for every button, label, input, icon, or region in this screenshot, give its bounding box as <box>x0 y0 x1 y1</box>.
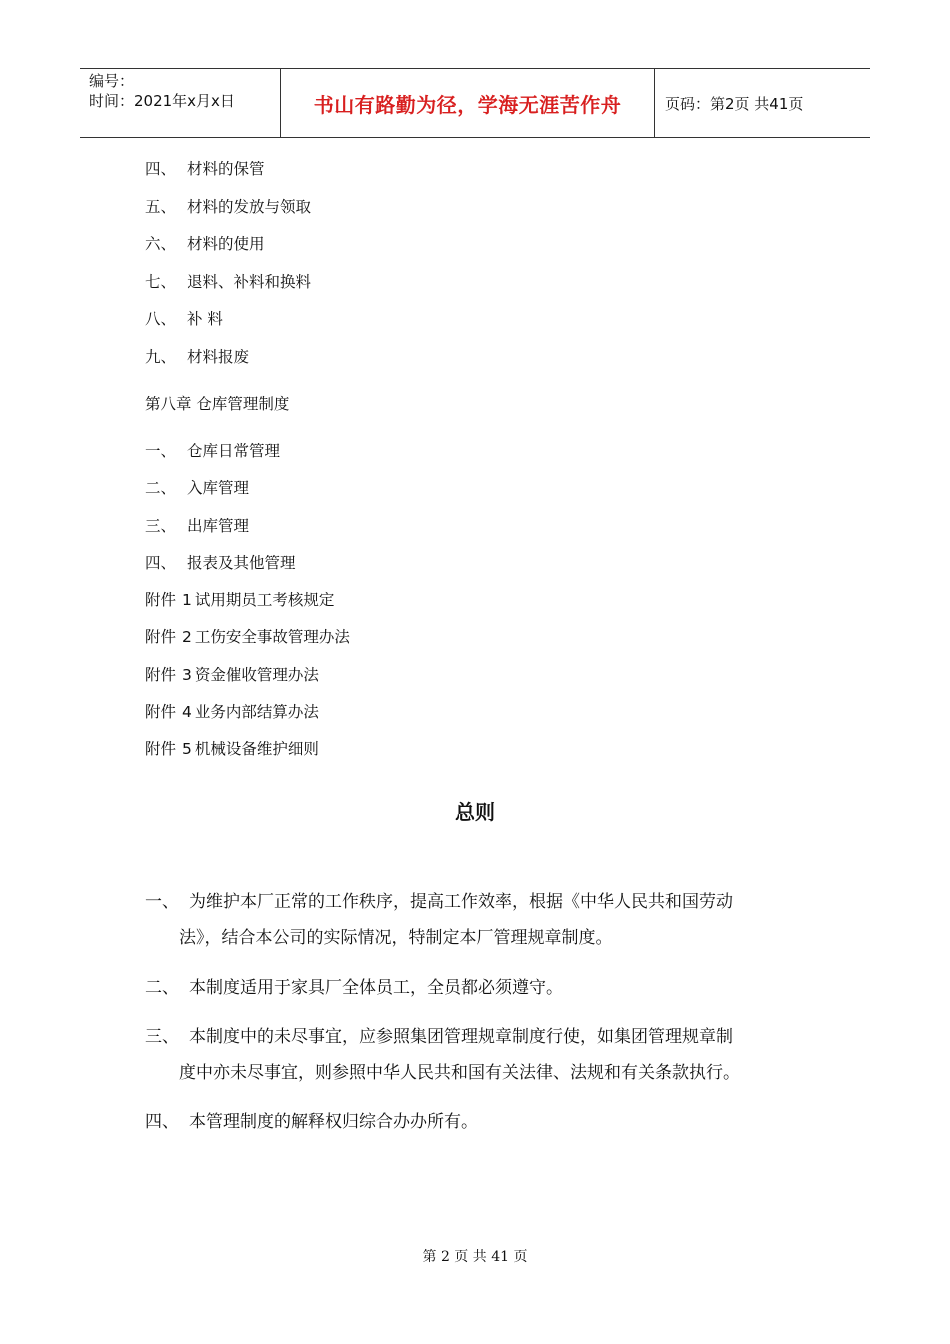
appendix-prefix: 附件 <box>145 591 177 609</box>
toc-item-text: 入库管理 <box>187 479 250 497</box>
toc-item <box>145 476 249 498</box>
paragraph-line: 为维护本厂正常的工作秩序，提高工作效率，根据《中华人民共和国劳动 <box>189 892 733 912</box>
toc-item-text: 材料的使用 <box>187 235 265 253</box>
paragraph-line: 本制度中的未尽事宜，应参照集团管理规章制度行使，如集团管理规章制 <box>189 1027 733 1047</box>
paragraph-line: 本制度适用于家具厂全体员工，全员都必须遵守。 <box>189 978 563 998</box>
toc-item-number: 三、 <box>145 517 177 535</box>
paragraph <box>145 1019 815 1091</box>
appendix-text: 业务内部结算办法 <box>194 703 319 721</box>
toc-item-text: 出库管理 <box>187 517 250 535</box>
toc-item <box>145 195 311 217</box>
motto: 书山有路勤为径，学海无涯苦作舟 <box>313 92 622 117</box>
header-motto-cell <box>281 69 655 137</box>
appendix-item <box>145 625 350 647</box>
chapter-heading: 第八章 仓库管理制度 <box>145 395 290 413</box>
toc-item-number: 五、 <box>145 198 177 216</box>
toc-item <box>145 270 311 292</box>
toc-item-text: 材料的保管 <box>187 160 265 178</box>
appendix-number: 3 <box>182 666 192 684</box>
appendix-number: 1 <box>182 591 192 609</box>
appendix-text: 资金催收管理办法 <box>194 666 319 684</box>
paragraph <box>145 970 815 1006</box>
toc-item-text: 材料报废 <box>187 348 250 366</box>
date-label: 时间：2021年x月x日 <box>89 92 235 110</box>
appendix-number: 2 <box>182 628 192 646</box>
toc-item-number: 九、 <box>145 348 177 366</box>
toc-item <box>145 439 280 461</box>
toc-item-text: 报表及其他管理 <box>187 554 296 572</box>
toc-item-number: 七、 <box>145 273 177 291</box>
appendix-number: 4 <box>182 703 192 721</box>
appendix-item <box>145 588 334 610</box>
toc-item <box>145 307 223 329</box>
toc-item-text: 材料的发放与领取 <box>187 198 312 216</box>
toc-item <box>145 551 296 573</box>
toc-item-text: 仓库日常管理 <box>187 442 281 460</box>
appendix-prefix: 附件 <box>145 703 177 721</box>
toc-item-number: 八、 <box>145 310 177 328</box>
toc-item <box>145 514 249 536</box>
appendix-item <box>145 700 319 722</box>
page-label: 页码：第2页 共41页 <box>665 94 804 113</box>
appendix-number: 5 <box>182 740 192 758</box>
toc-item-number: 六、 <box>145 235 177 253</box>
appendix-prefix: 附件 <box>145 628 177 646</box>
header-meta-cell <box>80 69 281 137</box>
appendix-prefix: 附件 <box>145 666 177 684</box>
appendix-text: 试用期员工考核规定 <box>194 591 335 609</box>
header-page-cell <box>655 69 870 137</box>
toc-item <box>145 232 265 254</box>
paragraph <box>145 1104 815 1140</box>
appendix-text: 工伤安全事故管理办法 <box>194 628 350 646</box>
paragraph-number: 四、 <box>145 1112 179 1132</box>
paragraph-line: 法》，结合本公司的实际情况，特制定本厂管理规章制度。 <box>179 928 613 948</box>
paragraph-number: 二、 <box>145 978 179 998</box>
page-footer: 第 2 页 共 41 页 <box>422 1249 528 1265</box>
serial-label: 编号： <box>89 72 135 90</box>
appendix-item <box>145 737 319 759</box>
appendix-text: 机械设备维护细则 <box>194 740 319 758</box>
toc-item <box>145 157 265 179</box>
appendix-item <box>145 663 319 685</box>
toc-item-number: 二、 <box>145 479 177 497</box>
section-title: 总则 <box>455 800 495 824</box>
appendix-prefix: 附件 <box>145 740 177 758</box>
toc-item-number: 一、 <box>145 442 177 460</box>
toc-item-text: 补 料 <box>187 310 223 328</box>
toc-item <box>145 345 249 367</box>
toc-item-number: 四、 <box>145 160 177 178</box>
toc-item-text: 退料、补料和换料 <box>187 273 312 291</box>
paragraph-line: 度中亦未尽事宜，则参照中华人民共和国有关法律、法规和有关条款执行。 <box>179 1063 740 1083</box>
toc-item-number: 四、 <box>145 554 177 572</box>
paragraph <box>145 884 815 956</box>
page-header <box>80 68 870 138</box>
paragraph-number: 三、 <box>145 1027 179 1047</box>
paragraph-line: 本管理制度的解释权归综合办办所有。 <box>189 1112 478 1132</box>
paragraph-number: 一、 <box>145 892 179 912</box>
